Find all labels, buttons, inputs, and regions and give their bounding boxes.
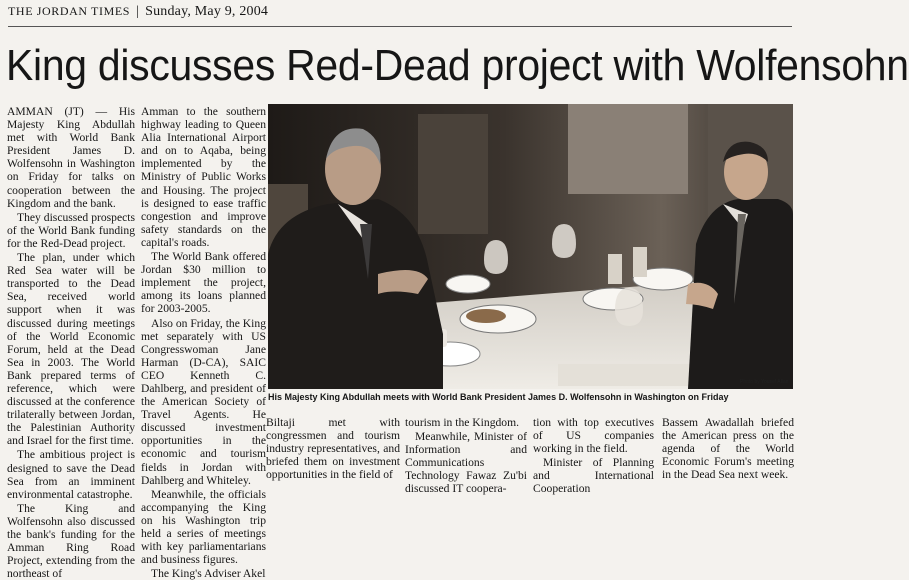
news-photo: [268, 104, 793, 389]
paragraph: The plan, under which Red Sea water will be transported to the Dead Sea, received world support when it was discussed during meetings of the World Economic Forum, held at the Dead Sea in 2003. The World Bank prepared terms of reference, which were discussed at the conference trilaterally between Jordan, the Palestinian Authority and Israel for the first time.: [7, 251, 135, 448]
paragraph: Meanwhile, the officials accompanying the King on his Washington trip held a series of meetings with key parliamentarians and business figures.: [141, 487, 266, 567]
article-column-2: [141, 105, 266, 580]
issue-date: Sunday, May 9, 2004: [145, 4, 269, 19]
paragraph: Minister of Planning and International Cooperation: [533, 456, 654, 496]
article-column-4: [405, 416, 527, 496]
article-column-5: [533, 416, 654, 496]
paragraph: Amman to the southern highway leading to Queen Alia International Airport and on to Aqaba, being implemented by the Ministry of Public Works and Housing. The project is designed to ease traffic congestion and improve safety standards on the capital's roads.: [141, 105, 266, 249]
photo-illustration: [268, 104, 793, 389]
paragraph: The King's Adviser Akel: [151, 567, 266, 580]
paragraph: Also on Friday, the King met separately with US Congresswoman Jane Harman (D-CA), SAIC CEO Kenneth C. Dahlberg, and president of the American Society of Travel Agents. He discussed investment opportunities in the economic and tourism fields in Jordan with Dahlberg and Whiteley.: [141, 316, 266, 487]
paragraph: Biltaji met with congressmen and tourism industry representatives, and briefed them on investment opportunities in the field of: [266, 416, 400, 482]
photo-credit: Photo by Yousef Allan: [740, 379, 789, 385]
article-column-1: [7, 105, 135, 580]
masthead: [8, 4, 792, 27]
paragraph: Meanwhile, Minister of Information and Communications Technology Fawaz Zu'bi discussed IT coopera-: [405, 430, 527, 496]
article-column-3: [266, 416, 400, 482]
paragraph: tion with top executives of US companies working in the field.: [533, 416, 654, 456]
paragraph: Bassem Awadallah briefed the American press on the agenda of the World Economic Forum's meeting in the Dead Sea next week.: [662, 416, 794, 482]
paragraph: AMMAN (JT) — His Majesty King Abdullah met with World Bank President James D. Wolfensohn in Washington on Friday for talks on cooperation between the Kingdom and the bank.: [7, 105, 135, 210]
paragraph: The ambitious project is designed to save the Dead Sea from an imminent environmental catastrophe.: [7, 448, 135, 501]
photo-caption: His Majesty King Abdullah meets with World Bank President James D. Wolfensohn in Washington on Friday: [268, 392, 729, 402]
paragraph: They discussed prospects of the World Bank funding for the Red-Dead project.: [7, 210, 135, 250]
newspaper-name: THE JORDAN TIMES: [8, 4, 131, 18]
masthead-separator: |: [136, 4, 140, 19]
article-column-6: [662, 416, 794, 482]
headline: King discusses Red-Dead project with Wolfensohn: [6, 41, 909, 90]
paragraph: tourism in the Kingdom.: [405, 416, 520, 429]
paragraph: The World Bank offered Jordan $30 million to implement the project, among its loans planned for 2003-2005.: [141, 250, 266, 316]
paragraph: The King and Wolfensohn also discussed the bank's funding for the Amman Ring Road Project, extending from the northeast of: [7, 501, 135, 580]
